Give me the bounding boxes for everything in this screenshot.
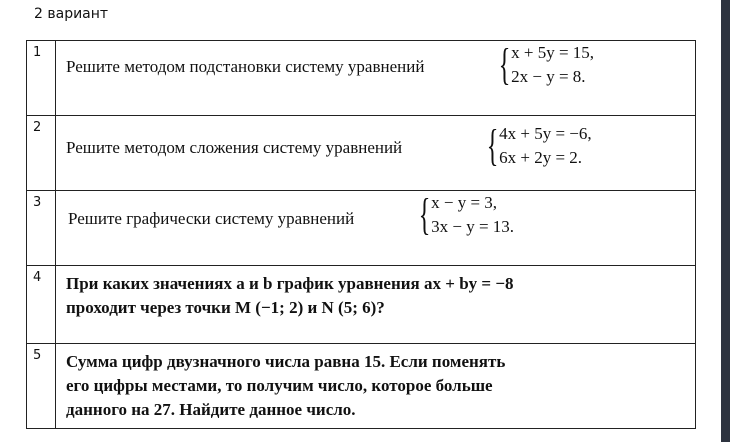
task-cell (56, 266, 696, 344)
task-cell (56, 41, 696, 116)
task-line: данного на 27. Найдите данное число. (66, 400, 356, 419)
task-cell (56, 344, 696, 429)
equation: x − y = 3, (431, 193, 498, 212)
task-line: При каких значениях a и b график уравнения ax + by = −8 (66, 274, 514, 293)
task-number: 5 (27, 344, 56, 429)
equation: 6x + 2y = 2. (499, 148, 583, 167)
equation-system (414, 191, 514, 239)
task-number: 1 (27, 41, 56, 116)
task-number: 2 (27, 116, 56, 191)
equation: 4x + 5y = −6, (499, 124, 592, 143)
brace-symbol: { (418, 190, 431, 239)
equation-system (494, 41, 594, 89)
equation-system (482, 122, 592, 170)
equation: 2x − y = 8. (511, 67, 586, 86)
task-number: 3 (27, 191, 56, 266)
brace-symbol: { (486, 121, 499, 170)
task-row (27, 41, 696, 116)
task-text: Решите методом сложения систему уравнений (66, 138, 403, 157)
task-row (27, 116, 696, 191)
equation: x + 5y = 15, (511, 43, 595, 62)
task-row (27, 191, 696, 266)
brace-symbol: { (498, 40, 511, 89)
task-number: 4 (27, 266, 56, 344)
task-line: Сумма цифр двузначного числа равна 15. Если поменять (66, 352, 506, 371)
variant-title: 2 вариант (34, 6, 109, 22)
task-row (27, 266, 696, 344)
task-text (66, 272, 514, 320)
task-line: его цифры местами, то получим число, которое больше (66, 376, 493, 395)
equation: 3x − y = 13. (431, 217, 515, 236)
task-table (26, 40, 696, 429)
task-text: Решите методом подстановки систему уравнений (66, 57, 425, 76)
task-line: проходит через точки M (−1; 2) и N (5; 6)? (66, 298, 385, 317)
task-cell (56, 191, 696, 266)
window-edge-bar (721, 0, 730, 442)
task-text (66, 350, 505, 422)
task-text: Решите графически систему уравнений (68, 209, 355, 228)
task-row (27, 344, 696, 429)
task-cell (56, 116, 696, 191)
